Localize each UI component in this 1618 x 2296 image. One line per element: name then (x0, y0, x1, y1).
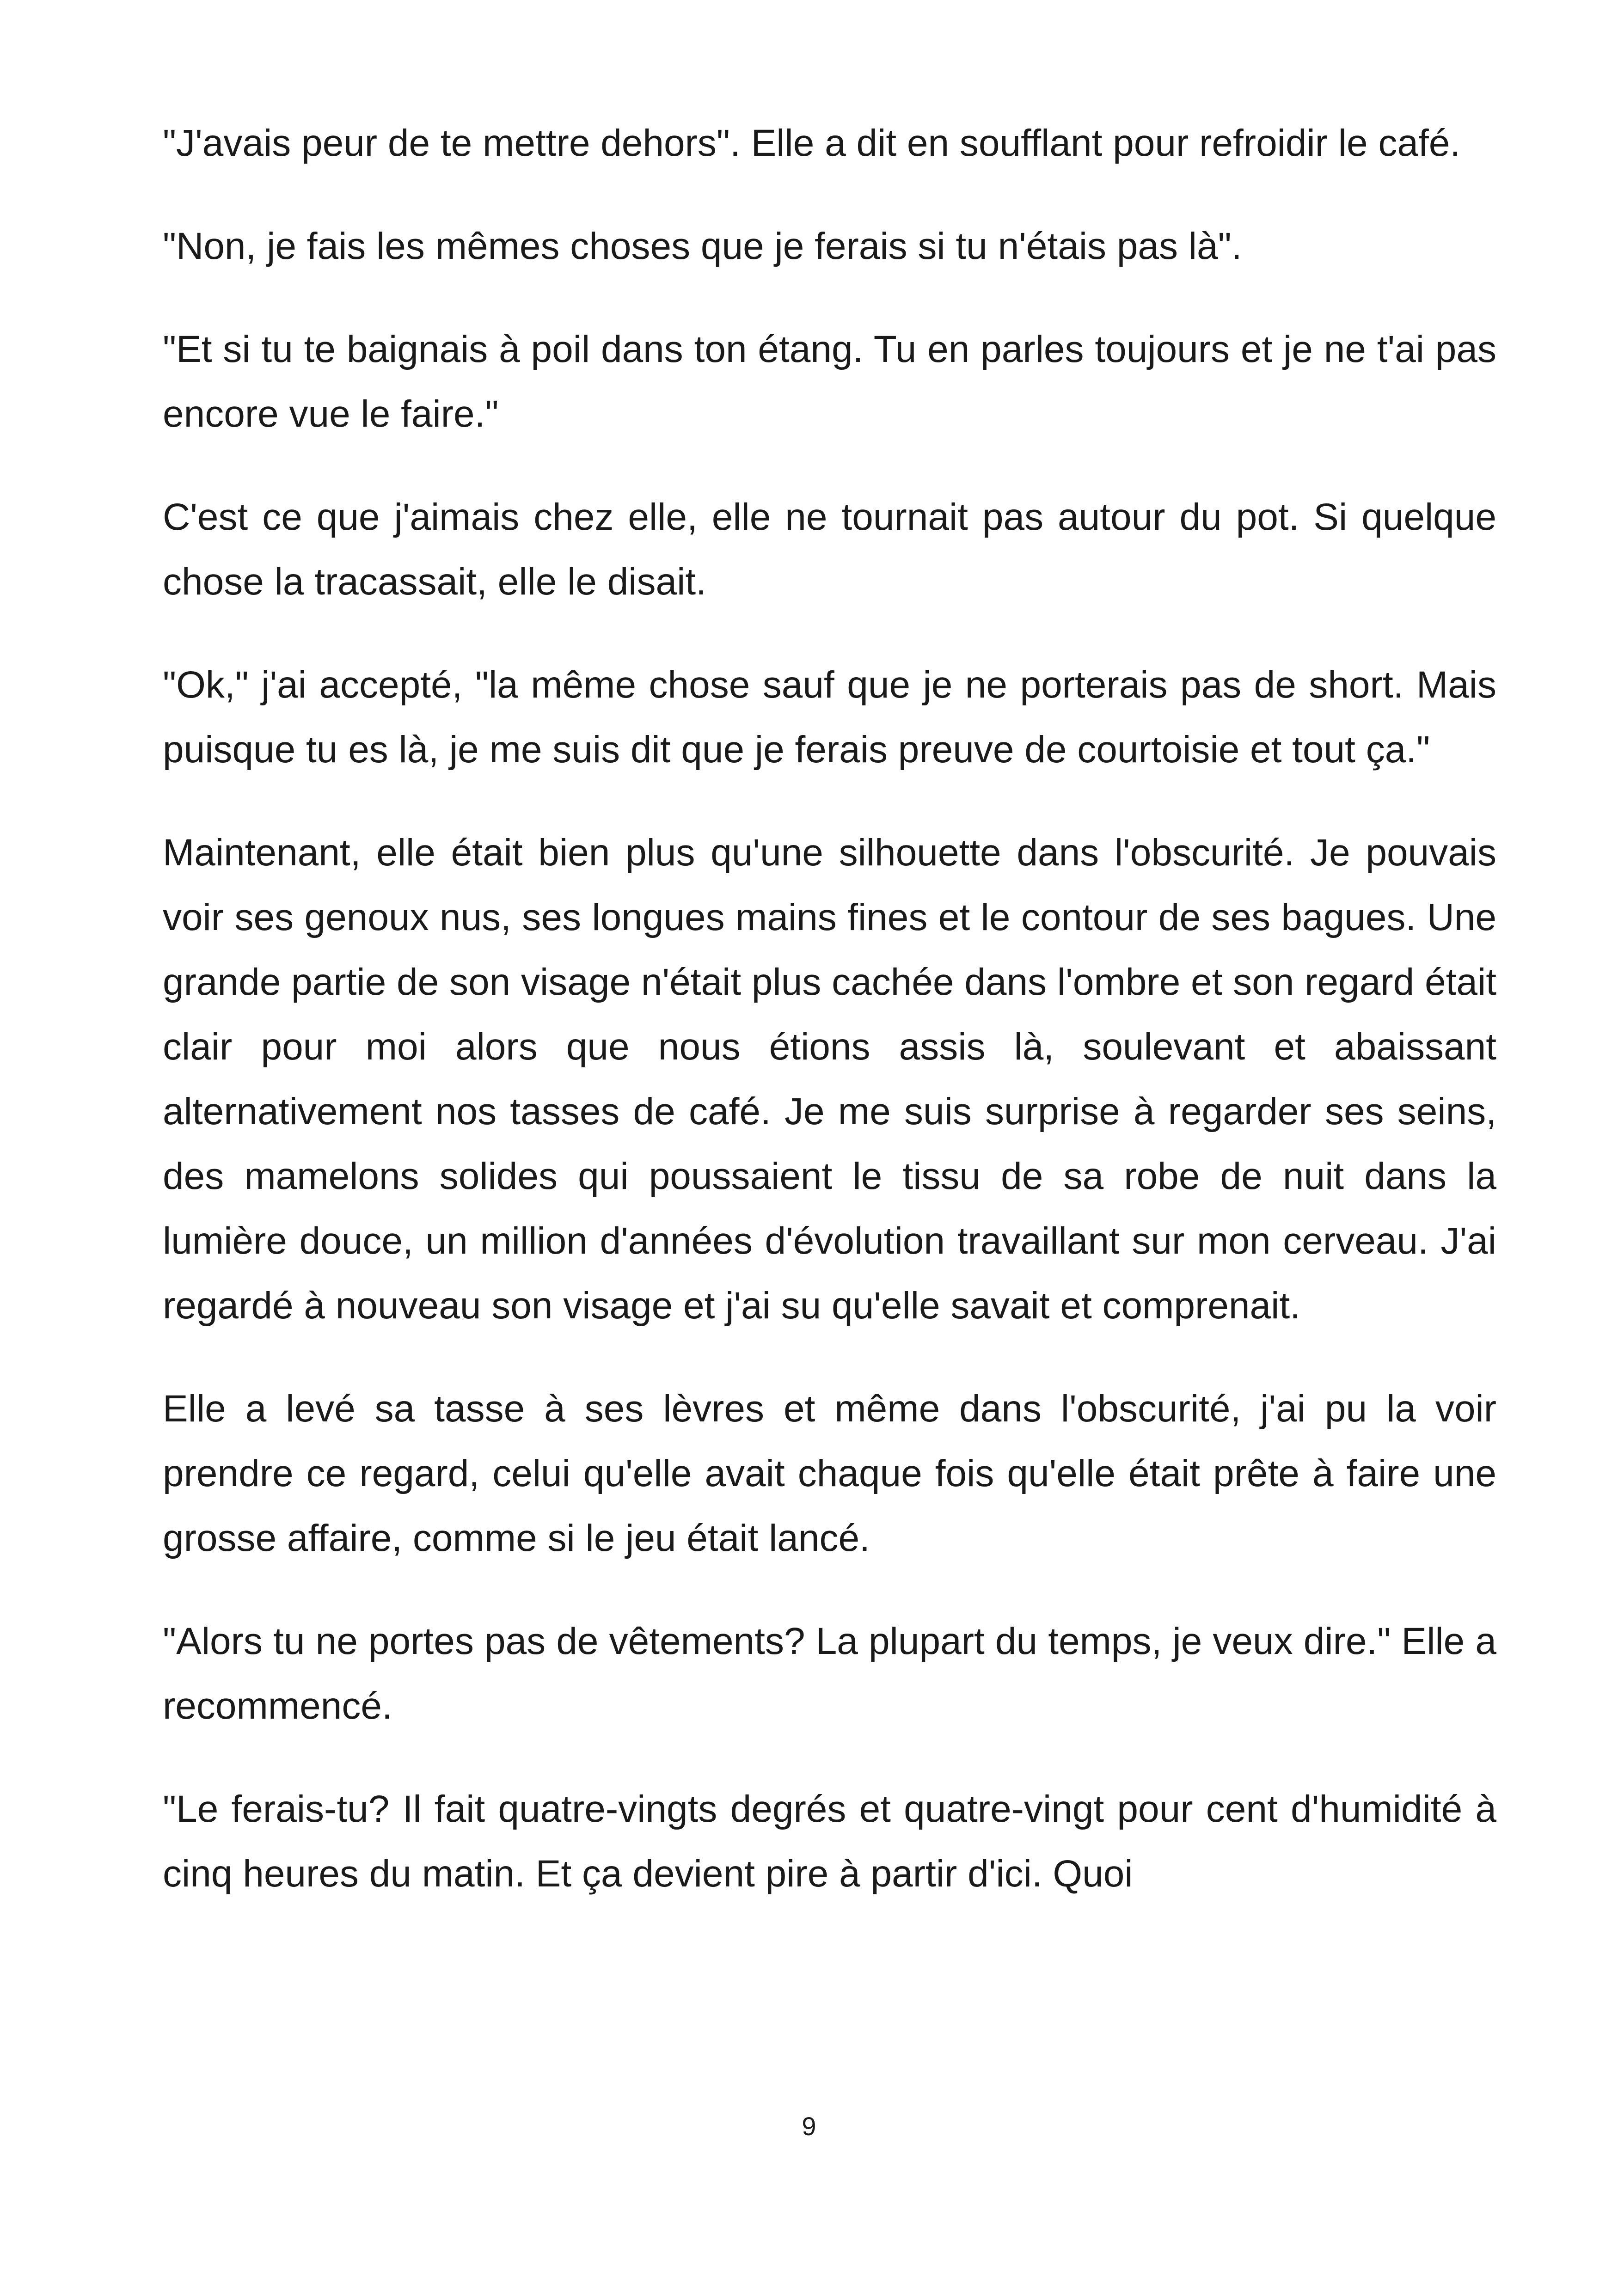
paragraph: "Et si tu te baignais à poil dans ton étang. Tu en parles toujours et je ne t'ai pas encore vue le faire." (163, 328, 1496, 435)
paragraph: "Non, je fais les mêmes choses que je ferais si tu n'étais pas là". (163, 225, 1242, 267)
paragraph: "J'avais peur de te mettre dehors". Elle a dit en soufflant pour refroidir le café. (163, 122, 1461, 164)
page-number: 9 (802, 2112, 816, 2141)
paragraph: Maintenant, elle était bien plus qu'une silhouette dans l'obscurité. Je pouvais voir ses genoux nus, ses longues mains fines et le contour de ses bagues. Une grande partie de son visage n'était plus cachée dans l'ombre et son regard était clair pour moi alors que nous étions assis là, soulevant et abaissant alternativement nos tasses de café. Je me suis surprise à regarder ses seins, des mamelons solides qui poussaient le tissu de sa robe de nuit dans la lumière douce, un million d'années d'évolution travaillant sur mon cerveau. J'ai regardé à nouveau son visage et j'ai su qu'elle savait et comprenait. (163, 832, 1496, 1327)
paragraph: "Alors tu ne portes pas de vêtements? La plupart du temps, je veux dire." Elle a recommencé. (163, 1620, 1496, 1727)
paragraph: "Ok," j'ai accepté, "la même chose sauf que je ne porterais pas de short. Mais puisque tu es là, je me suis dit que je ferais preuve de courtoisie et tout ça." (163, 664, 1496, 771)
paragraph: C'est ce que j'aimais chez elle, elle ne tournait pas autour du pot. Si quelque chose la tracassait, elle le disait. (163, 496, 1496, 603)
body-text (163, 111, 1496, 1945)
paragraph: "Le ferais-tu? Il fait quatre-vingts degrés et quatre-vingt pour cent d'humidité à cinq heures du matin. Et ça devient pire à partir d'ici. Quoi (163, 1788, 1496, 1895)
paragraph: Elle a levé sa tasse à ses lèvres et même dans l'obscurité, j'ai pu la voir prendre ce regard, celui qu'elle avait chaque fois qu'elle était prête à faire une grosse affaire, comme si le jeu était lancé. (163, 1388, 1496, 1559)
